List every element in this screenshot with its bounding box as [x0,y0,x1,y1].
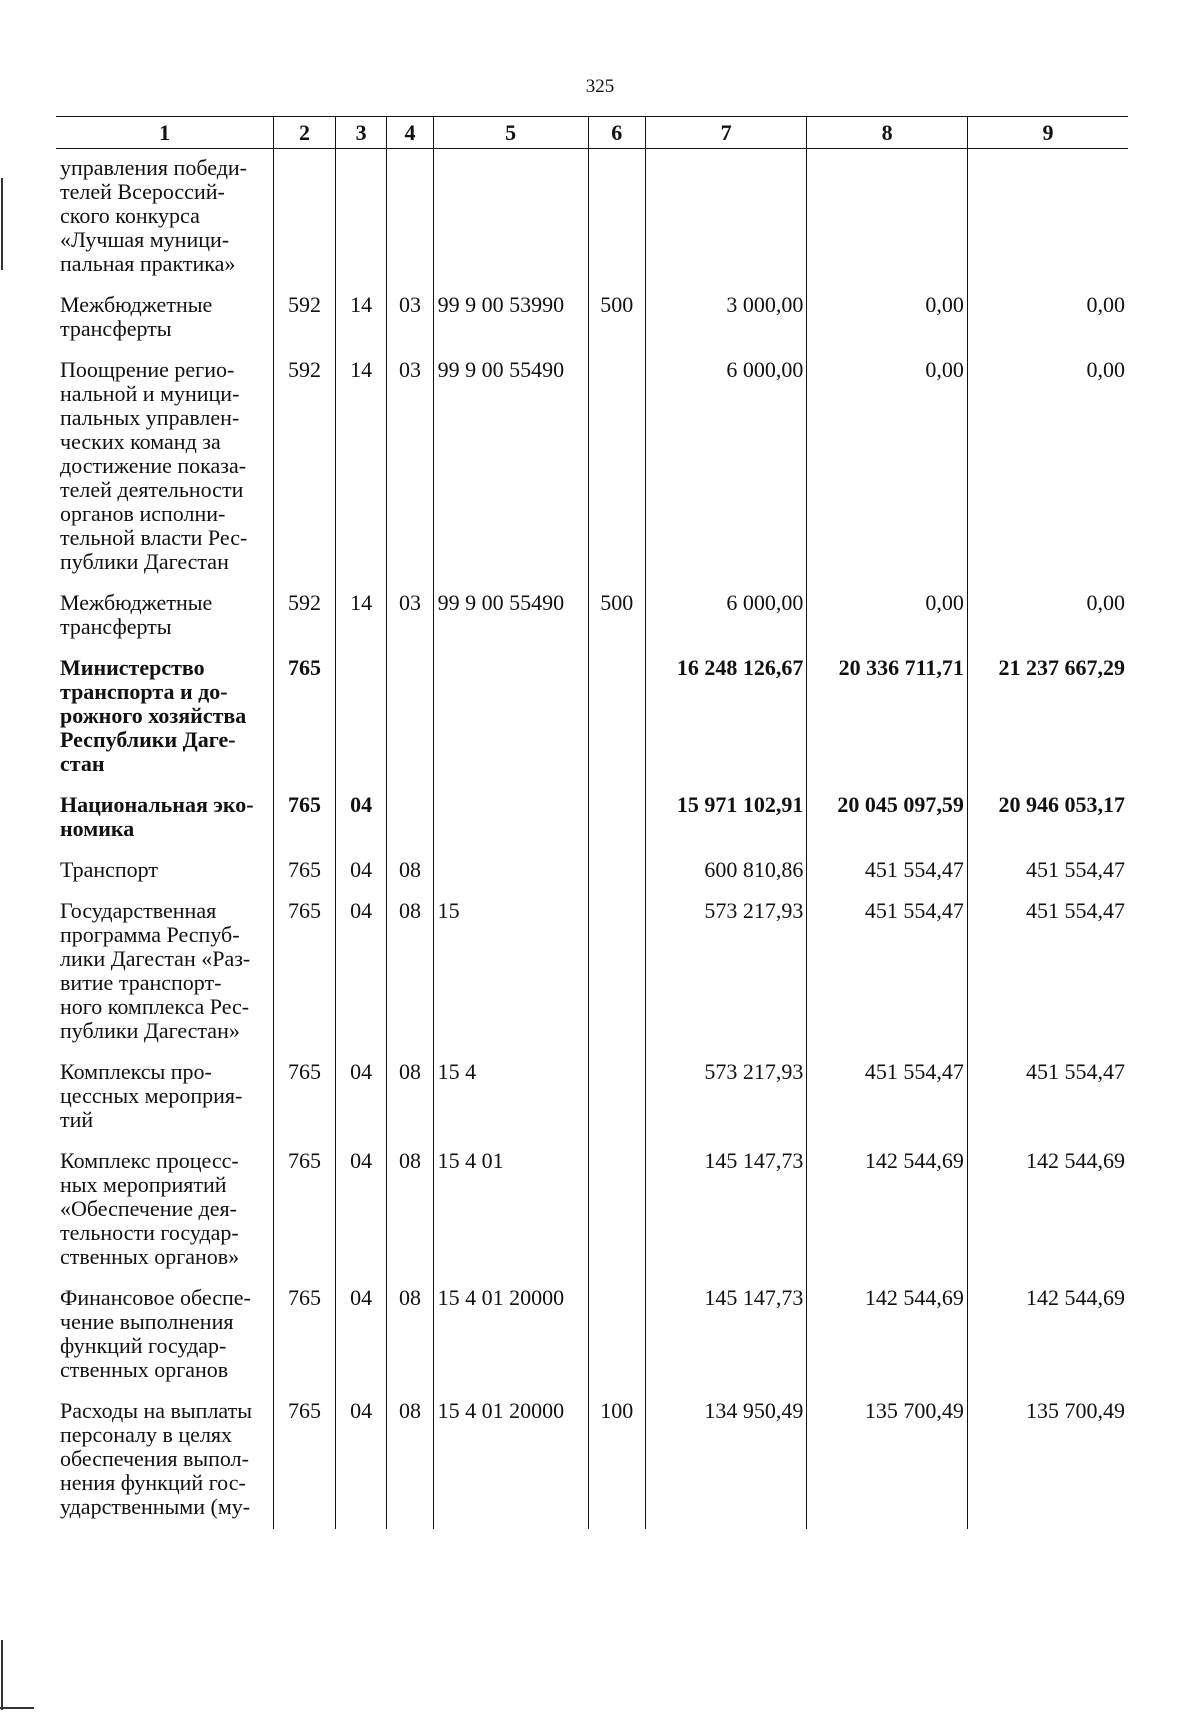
row-col-2: 592 [274,584,336,649]
row-col-2: 592 [274,351,336,584]
row-name: Расходы на выплаты персоналу в целях обеспечения выпол- нения функций гос- ударственными (му- [60,1398,253,1519]
row-col-2: 765 [274,892,336,1053]
row-col-8: 0,00 [807,286,968,351]
row-name: Государственная программа Респуб- лики Дагестан «Раз- витие транспорт- ного комплекса Рес- публики Дагестан» [60,898,251,1043]
row-col-6 [588,892,645,1053]
row-col-3: 04 [335,1053,387,1142]
row-col-7: 573 217,93 [645,892,807,1053]
row-name: Транспорт [60,857,159,882]
row-col-6: 500 [588,286,645,351]
row-col-8: 451 554,47 [807,892,968,1053]
row-col-9: 0,00 [967,286,1128,351]
column-header: 3 [335,117,387,149]
row-col-8: 451 554,47 [807,1053,968,1142]
table-row [56,1392,1128,1529]
row-col-9 [967,149,1128,287]
row-col-7: 3 000,00 [645,286,807,351]
row-col-3: 14 [335,286,387,351]
row-col-4: 08 [387,1392,433,1529]
row-col-6 [588,149,645,287]
row-col-7: 573 217,93 [645,1053,807,1142]
column-header: 2 [274,117,336,149]
row-col-5: 15 [433,892,588,1053]
row-col-9: 21 237 667,29 [967,649,1128,786]
row-col-5 [433,851,588,892]
row-col-8: 142 544,69 [807,1279,968,1392]
row-col-3: 14 [335,351,387,584]
row-col-4: 08 [387,892,433,1053]
row-col-2: 765 [274,851,336,892]
row-col-5: 15 4 01 20000 [433,1279,588,1392]
row-col-7: 16 248 126,67 [645,649,807,786]
row-col-3: 04 [335,892,387,1053]
row-col-4: 08 [387,1053,433,1142]
row-col-6 [588,351,645,584]
row-col-5: 15 4 01 [433,1142,588,1279]
row-name: управления победи- телей Всероссий- ского конкурса «Лучшая муници- пальная практика» [60,155,247,276]
row-col-4: 08 [387,1279,433,1392]
row-col-8: 451 554,47 [807,851,968,892]
column-header: 5 [433,117,588,149]
row-col-5 [433,786,588,851]
row-col-2 [274,149,336,287]
column-header: 9 [967,117,1128,149]
column-header: 6 [588,117,645,149]
row-col-8: 135 700,49 [807,1392,968,1529]
row-name: Комплекс процесс- ных мероприятий «Обеспечение дея- тельности государ- ственных органов» [60,1148,240,1269]
table-row [56,649,1128,786]
row-col-9: 0,00 [967,351,1128,584]
row-col-2: 765 [274,1142,336,1279]
row-col-7: 145 147,73 [645,1142,807,1279]
margin-line [1,178,3,270]
row-col-3: 04 [335,1142,387,1279]
row-col-2: 765 [274,649,336,786]
row-col-6 [588,1053,645,1142]
row-col-7: 6 000,00 [645,351,807,584]
table-row [56,584,1128,649]
row-col-5 [433,149,588,287]
row-col-2: 765 [274,1053,336,1142]
table-row [56,1142,1128,1279]
row-col-8: 20 045 097,59 [807,786,968,851]
row-col-8: 142 544,69 [807,1142,968,1279]
row-col-9: 451 554,47 [967,892,1128,1053]
row-col-3: 14 [335,584,387,649]
row-col-3: 04 [335,786,387,851]
column-header: 7 [645,117,807,149]
table-row [56,351,1128,584]
row-col-9: 135 700,49 [967,1392,1128,1529]
row-col-7: 600 810,86 [645,851,807,892]
table-row [56,786,1128,851]
row-col-6 [588,649,645,786]
row-name: Финансовое обеспе- чение выполнения функций государ- ственных органов [60,1285,251,1382]
row-col-7: 15 971 102,91 [645,786,807,851]
row-col-4 [387,786,433,851]
row-col-2: 765 [274,1392,336,1529]
row-col-5 [433,649,588,786]
row-col-8: 0,00 [807,351,968,584]
row-col-8: 20 336 711,71 [807,649,968,786]
row-col-3: 04 [335,851,387,892]
row-name: Национальная эко- номика [60,792,254,841]
row-col-6 [588,1279,645,1392]
row-col-3 [335,149,387,287]
row-col-5: 99 9 00 53990 [433,286,588,351]
row-col-4: 08 [387,1142,433,1279]
row-col-8 [807,149,968,287]
row-col-5: 99 9 00 55490 [433,351,588,584]
row-col-4: 03 [387,286,433,351]
row-col-9: 451 554,47 [967,851,1128,892]
row-col-2: 765 [274,1279,336,1392]
row-col-4: 08 [387,851,433,892]
row-col-7: 134 950,49 [645,1392,807,1529]
row-col-9: 0,00 [967,584,1128,649]
row-col-4 [387,149,433,287]
row-col-5: 15 4 [433,1053,588,1142]
row-col-7: 6 000,00 [645,584,807,649]
row-col-5: 15 4 01 20000 [433,1392,588,1529]
row-col-6: 500 [588,584,645,649]
table-header-row [56,117,1128,149]
row-col-2: 592 [274,286,336,351]
row-col-3: 04 [335,1392,387,1529]
table-row [56,1053,1128,1142]
row-col-7: 145 147,73 [645,1279,807,1392]
row-col-3: 04 [335,1279,387,1392]
row-col-3 [335,649,387,786]
row-name: Министерство транспорта и до- рожного хозяйства Республики Даге- стан [60,655,247,776]
table-row [56,892,1128,1053]
row-col-4: 03 [387,584,433,649]
budget-table [56,116,1128,1529]
bottom-rule [0,1707,34,1709]
row-name: Комплексы про- цессных мероприя- тий [60,1059,243,1132]
row-col-2: 765 [274,786,336,851]
row-col-5: 99 9 00 55490 [433,584,588,649]
row-col-6: 100 [588,1392,645,1529]
row-col-6 [588,1142,645,1279]
row-col-9: 20 946 053,17 [967,786,1128,851]
margin-line [1,1640,3,1710]
row-name: Межбюджетные трансферты [60,590,213,639]
table-row [56,1279,1128,1392]
row-col-9: 142 544,69 [967,1279,1128,1392]
row-col-7 [645,149,807,287]
row-col-6 [588,786,645,851]
row-col-4: 03 [387,351,433,584]
row-col-4 [387,649,433,786]
row-col-6 [588,851,645,892]
table-row [56,286,1128,351]
row-name: Межбюджетные трансферты [60,292,213,341]
table-row [56,149,1128,287]
table-row [56,851,1128,892]
row-col-9: 142 544,69 [967,1142,1128,1279]
page-number: 325 [585,76,615,97]
row-col-9: 451 554,47 [967,1053,1128,1142]
column-header: 1 [56,117,274,149]
column-header: 8 [807,117,968,149]
row-col-8: 0,00 [807,584,968,649]
column-header: 4 [387,117,433,149]
row-name: Поощрение регио- нальной и муници- пальных управлен- ческих команд за достижение показа- телей деятельности органов исполни- тельной власти Рес- публики Дагестан [60,357,248,574]
